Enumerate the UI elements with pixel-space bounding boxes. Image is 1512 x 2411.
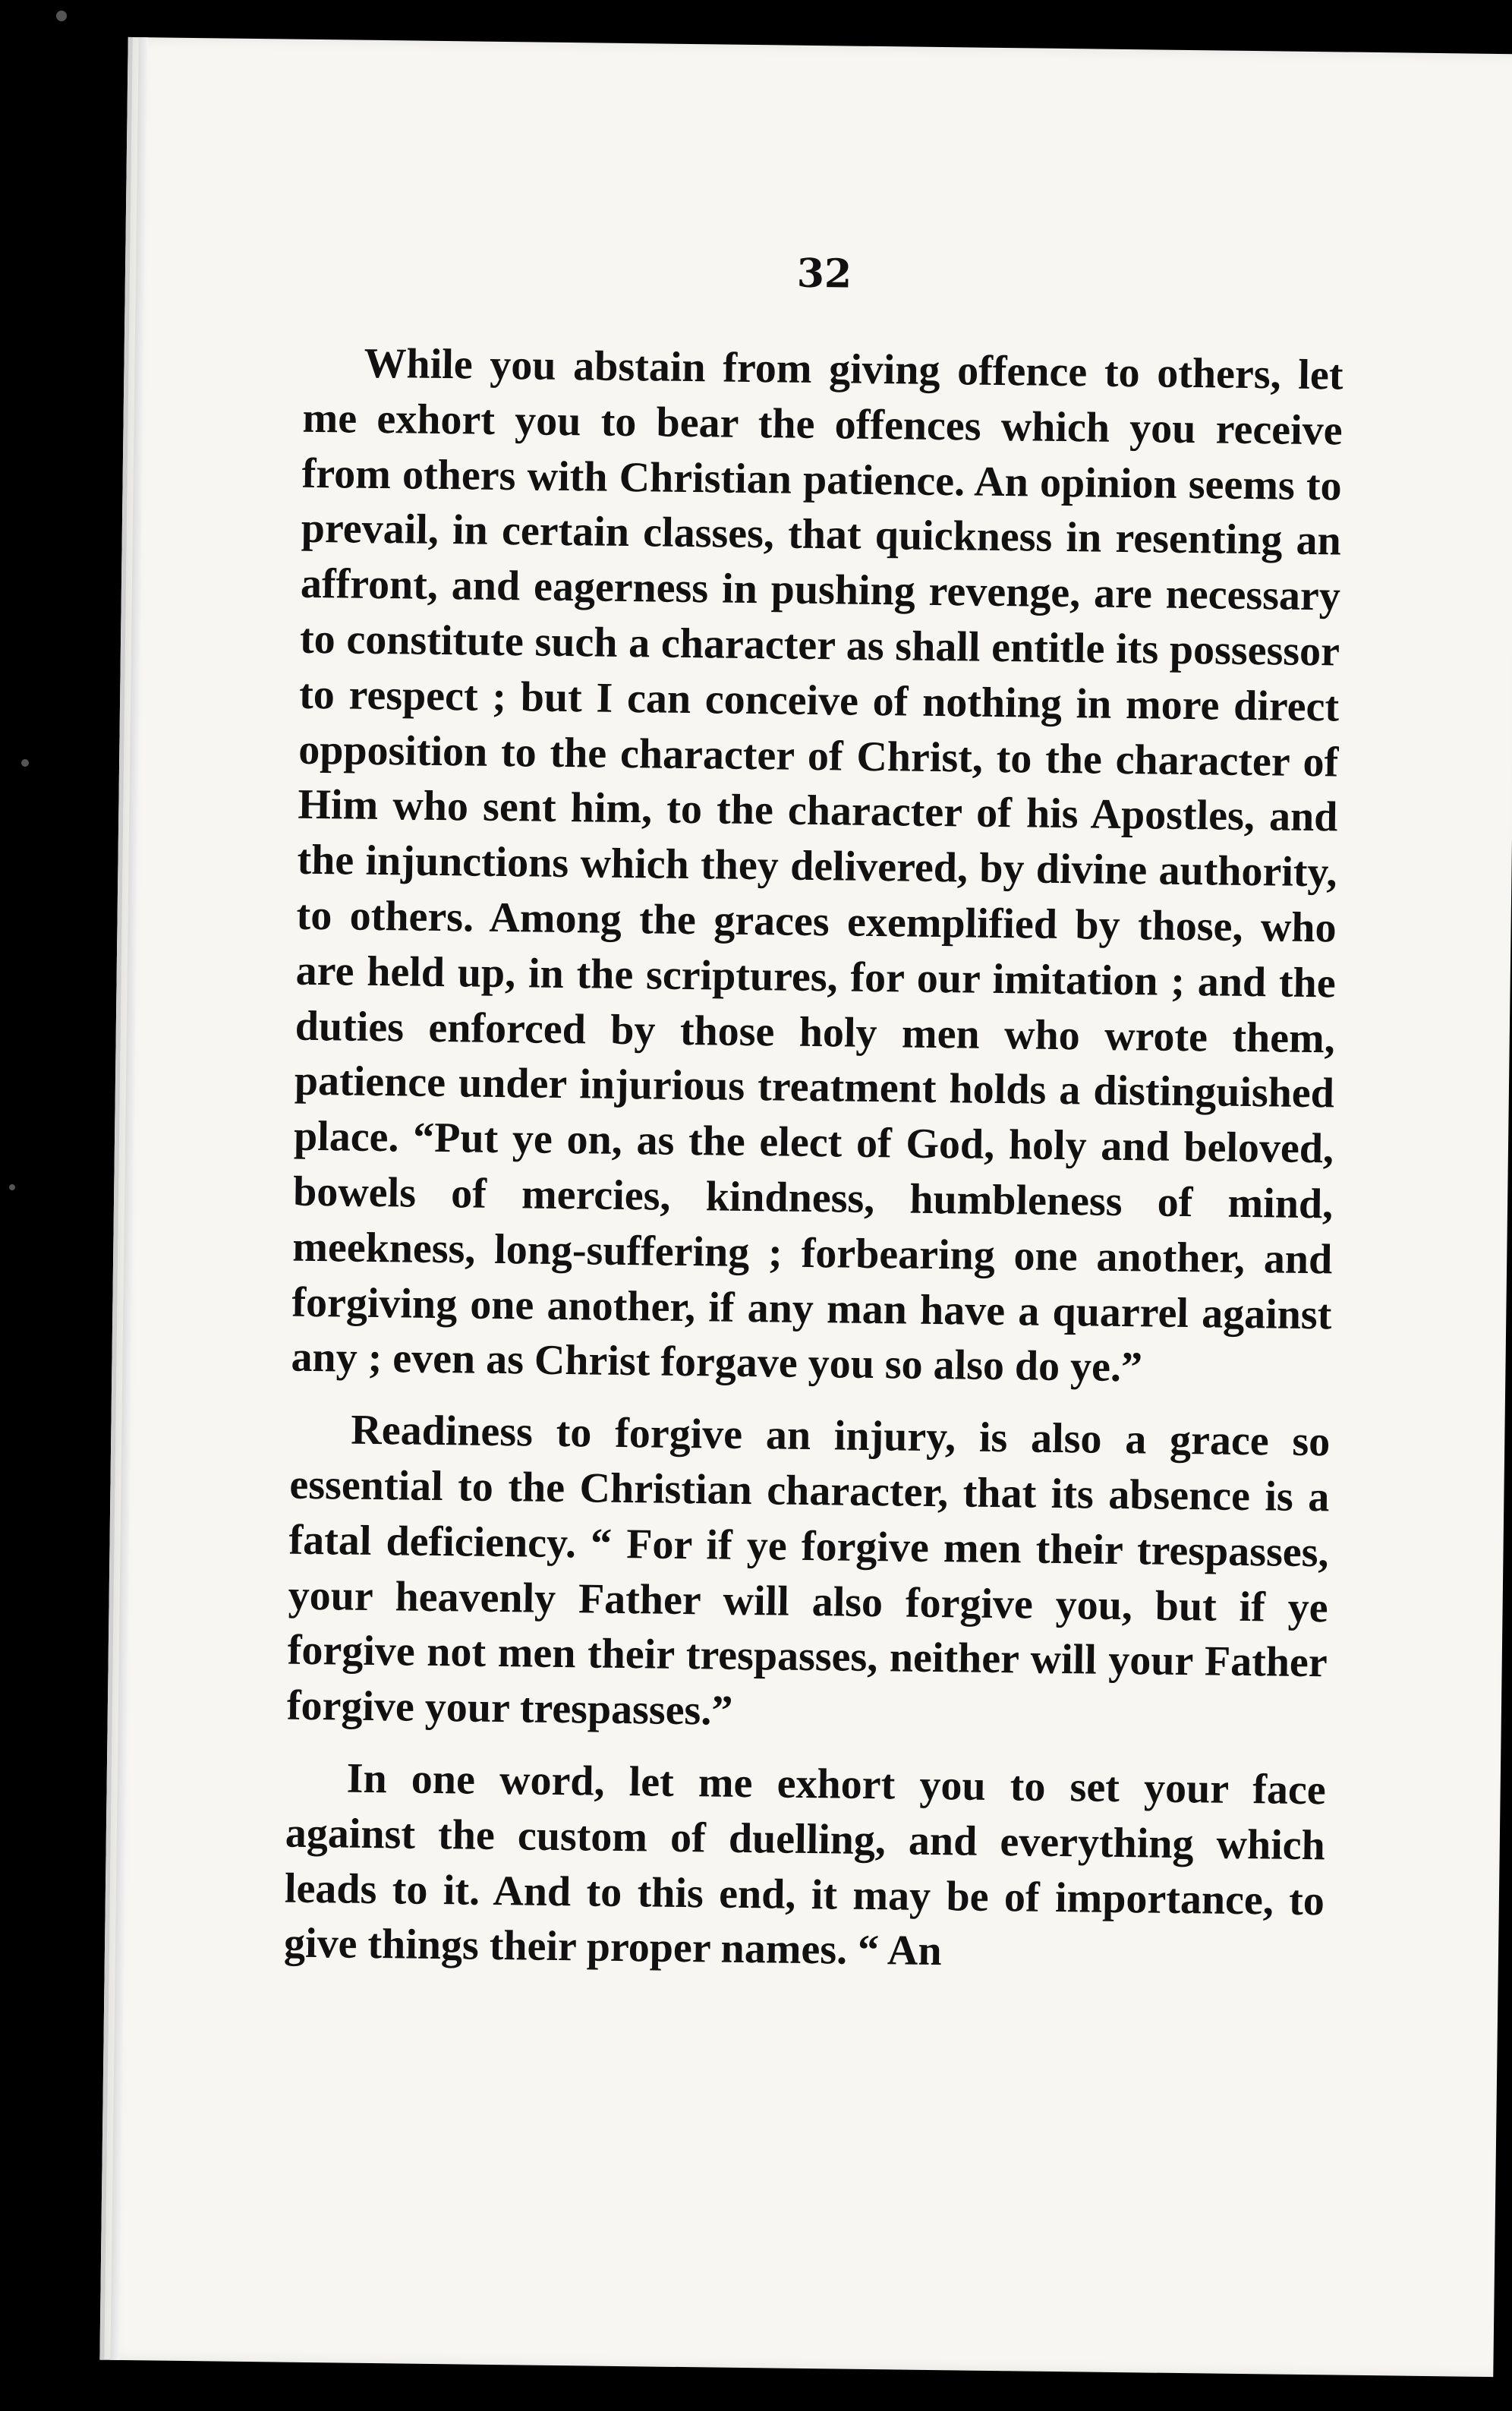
- body-text: [283, 336, 1343, 2001]
- book-page: [99, 37, 1512, 2377]
- paragraph-1: While you abstain from giving offence to others, let me exhort you to bear the offences which you receive from others with Christian patience. An opinion seems to prevail, in certain classes, that quickness in resenting an affront, and eagerness in pushing revenge, are necessary to constitute such a character as shall entitle its possessor to respect ; but I can conceive of nothing in more direct opposition to the character of Christ, to the character of Him who sent him, to the character of his Apostles, and the injunctions which they delivered, by divine authority, to others. Among the graces exemplified by those, who are held up, in the scriptures, for our imitation ; and the duties enforced by those holy men who wrote them, patience under injurious treatment holds a distinguished place. “Put ye on, as the elect of God, holy and beloved, bowels of mercies, kindness, humbleness of mind, meekness, long-suffering ; forbearing one another, and forgiving one another, if any man have a quarrel against any ; even as Christ forgave you so also do ye.”: [291, 339, 1343, 1391]
- speck: [21, 759, 29, 767]
- page-edge: [110, 37, 147, 2360]
- paragraph-2: Readiness to forgive an injury, is also a grace so essential to the Christian character, that its absence is a fatal deficiency. “ For if ye forgive men their trespasses, your heavenly Father will also forgive you, but if ye forgive not men their trespasses, neither will your Father forgive your trespasses.”: [286, 1406, 1331, 1735]
- speck: [56, 11, 67, 21]
- page-number: 32: [796, 250, 852, 298]
- speck: [9, 1184, 15, 1190]
- paragraph-3: In one word, let me exhort you to set your face against the custom of duelling, and everything which leads to it. And to this end, it may be of importance, to give things their proper names. “ An: [283, 1754, 1327, 1975]
